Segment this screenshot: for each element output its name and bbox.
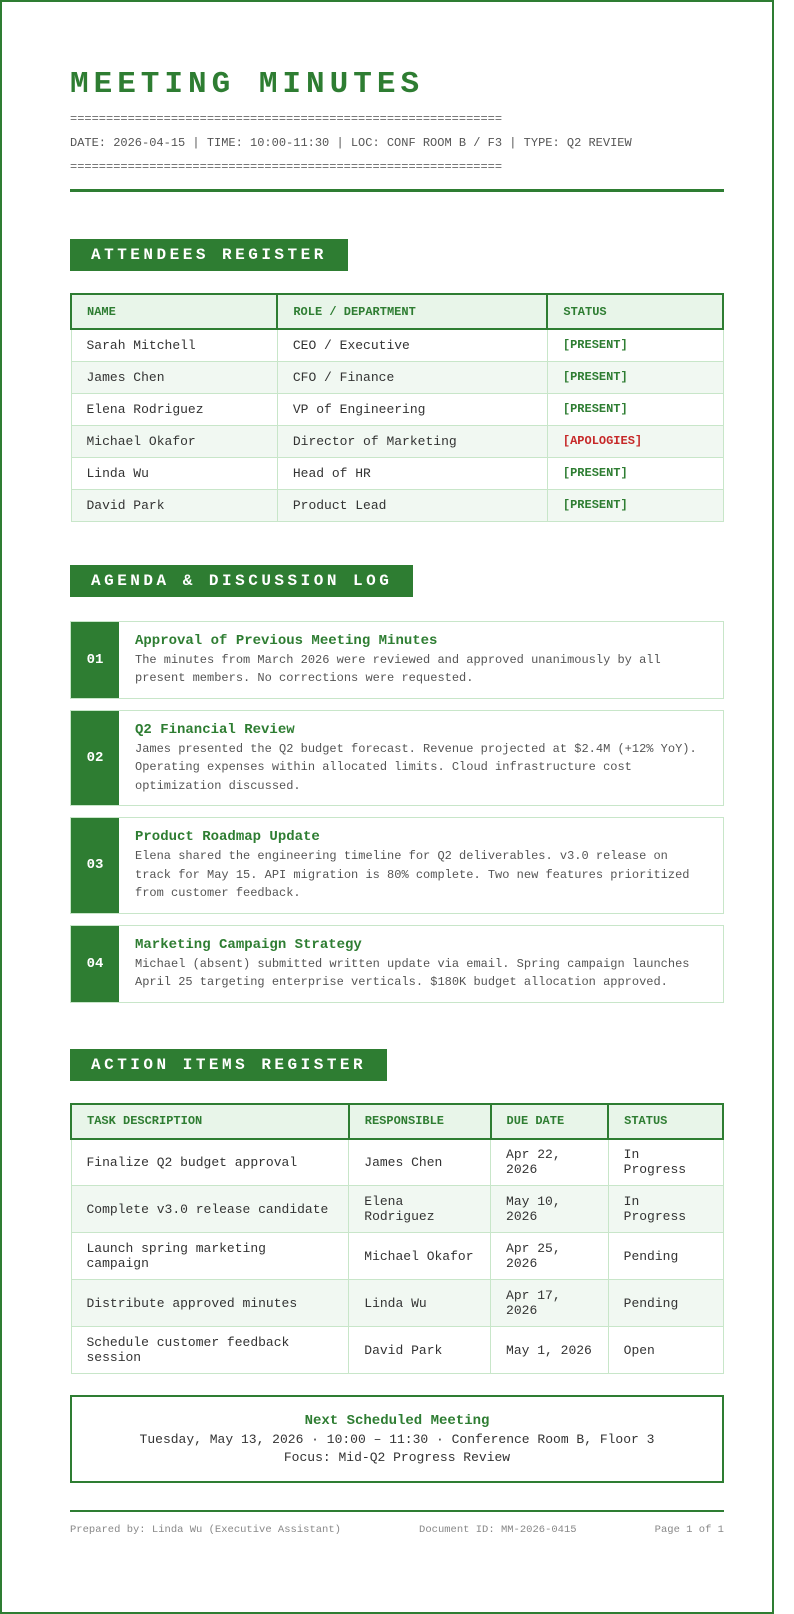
action-items-table [70, 1103, 724, 1375]
prepared-by: Prepared by: Linda Wu (Executive Assistant) [70, 1524, 341, 1536]
attendees-table [70, 293, 724, 522]
task-due-date: May 10, 2026 [491, 1186, 609, 1233]
task-status: Open [608, 1327, 723, 1374]
action-items-section [70, 1014, 704, 1375]
agenda-item-title: Product Roadmap Update [135, 829, 320, 845]
task-description: Launch spring marketing campaign [71, 1233, 349, 1280]
agenda-item-text: Elena shared the engineering timeline for Q2 deliverables. v3.0 release on track for May 15. API migration is 80% complete. Two new features prioritized from customer feedback. [135, 849, 690, 900]
agenda-item [70, 621, 724, 699]
task-description: Schedule customer feedback session [71, 1327, 349, 1374]
table-row [71, 1327, 723, 1374]
table-row [71, 1233, 723, 1280]
table-row [71, 393, 723, 425]
action-items-header-row [71, 1104, 723, 1139]
status-badge: [PRESENT] [547, 457, 723, 489]
table-row [71, 457, 723, 489]
task-description: Complete v3.0 release candidate [71, 1186, 349, 1233]
task-owner: Linda Wu [349, 1280, 491, 1327]
ascii-rule-bottom: ============================================================ [70, 160, 503, 174]
table-row [71, 361, 723, 393]
agenda-item-text: The minutes from March 2026 were reviewed and approved unanimously by all present members. No corrections were requested. [135, 652, 661, 685]
document-footer [70, 1524, 724, 1536]
table-row [71, 489, 723, 521]
agenda-item-title: Approval of Previous Meeting Minutes [135, 632, 438, 649]
agenda-item-body [119, 711, 723, 806]
column-header-status: STATUS [608, 1104, 723, 1139]
agenda-item-text: James presented the Q2 budget forecast. Revenue projected at $2.4M (+12% YoY). Operating expenses within allocated limits. Cloud infrastructure cost optimization discussed. [135, 741, 697, 793]
attendee-name: James Chen [71, 361, 277, 393]
agenda-item-body [119, 926, 723, 1002]
task-due-date: Apr 22, 2026 [491, 1139, 609, 1186]
task-due-date: May 1, 2026 [491, 1327, 609, 1374]
agenda-item-text: Michael (absent) submitted written update via email. Spring campaign launches April 25 targeting enterprise verticals. $180K budget allocation approved. [135, 956, 690, 989]
attendee-name: David Park [71, 489, 277, 521]
task-status: Pending [608, 1280, 723, 1327]
column-header-name: NAME [71, 294, 277, 329]
next-meeting-box [70, 1395, 724, 1483]
column-header-role: ROLE / DEPARTMENT [277, 294, 547, 329]
next-meeting-title: Next Scheduled Meeting [304, 1413, 490, 1429]
attendee-role: VP of Engineering [277, 393, 547, 425]
task-owner: Michael Okafor [349, 1233, 491, 1280]
attendees-heading: ATTENDEES REGISTER [70, 239, 348, 271]
attendee-role: CEO / Executive [277, 329, 547, 361]
column-header-due-date: DUE DATE [491, 1104, 609, 1139]
attendee-role: Head of HR [277, 457, 547, 489]
table-row [71, 329, 723, 361]
task-owner: Elena Rodriguez [349, 1186, 491, 1233]
next-meeting-focus: Focus: Mid-Q2 Progress Review [283, 1450, 511, 1465]
attendee-role: Product Lead [277, 489, 547, 521]
column-header-task: TASK DESCRIPTION [71, 1104, 349, 1139]
agenda-item-body [119, 818, 723, 913]
task-owner: David Park [349, 1327, 491, 1374]
attendee-name: Sarah Mitchell [71, 329, 277, 361]
agenda-item-number: 01 [71, 622, 119, 698]
attendee-role: Director of Marketing [277, 425, 547, 457]
column-header-status: STATUS [547, 294, 723, 329]
agenda-heading: AGENDA & DISCUSSION LOG [70, 565, 413, 597]
table-row [71, 1139, 723, 1186]
agenda-item-number: 04 [71, 926, 119, 1002]
task-owner: James Chen [349, 1139, 491, 1186]
agenda-item [70, 817, 724, 914]
page-number: Page 1 of 1 [654, 1524, 724, 1536]
status-badge: [PRESENT] [547, 329, 723, 361]
page-title: MEETING MINUTES [70, 67, 425, 102]
task-due-date: Apr 25, 2026 [491, 1233, 609, 1280]
attendees-section [70, 192, 704, 522]
attendees-header-row [71, 294, 723, 329]
task-due-date: Apr 17, 2026 [491, 1280, 609, 1327]
meeting-meta: DATE: 2026-04-15 | TIME: 10:00-11:30 | LOC: CONF ROOM B / F3 | TYPE: Q2 REVIEW [70, 136, 632, 150]
table-row [71, 425, 723, 457]
document-id: Document ID: MM-2026-0415 [419, 1524, 577, 1536]
agenda-item [70, 710, 724, 807]
agenda-section [70, 522, 704, 1003]
agenda-list [70, 621, 704, 1003]
agenda-item-number: 02 [71, 711, 119, 806]
table-row [71, 1280, 723, 1327]
ascii-rule-top: ============================================================ [70, 112, 503, 126]
attendee-name: Michael Okafor [71, 425, 277, 457]
agenda-item-title: Q2 Financial Review [135, 721, 295, 738]
action-items-heading: ACTION ITEMS REGISTER [70, 1049, 387, 1081]
agenda-item-body [119, 622, 723, 698]
attendee-name: Elena Rodriguez [71, 393, 277, 425]
agenda-item [70, 925, 724, 1003]
task-status: Pending [608, 1233, 723, 1280]
task-description: Distribute approved minutes [71, 1280, 349, 1327]
agenda-item-title: Marketing Campaign Strategy [135, 936, 362, 953]
attendee-role: CFO / Finance [277, 361, 547, 393]
table-row [71, 1186, 723, 1233]
column-header-responsible: RESPONSIBLE [349, 1104, 491, 1139]
task-description: Finalize Q2 budget approval [71, 1139, 349, 1186]
task-status: In Progress [608, 1139, 723, 1186]
status-badge: [PRESENT] [547, 361, 723, 393]
status-badge: [PRESENT] [547, 393, 723, 425]
document-header [70, 68, 704, 192]
agenda-item-number: 03 [71, 818, 119, 913]
footer-divider [70, 1510, 724, 1512]
status-badge: [APOLOGIES] [547, 425, 723, 457]
task-status: In Progress [608, 1186, 723, 1233]
next-meeting-details: Tuesday, May 13, 2026 · 10:00 – 11:30 · Conference Room B, Floor 3 [139, 1432, 655, 1447]
attendee-name: Linda Wu [71, 457, 277, 489]
status-badge: [PRESENT] [547, 489, 723, 521]
